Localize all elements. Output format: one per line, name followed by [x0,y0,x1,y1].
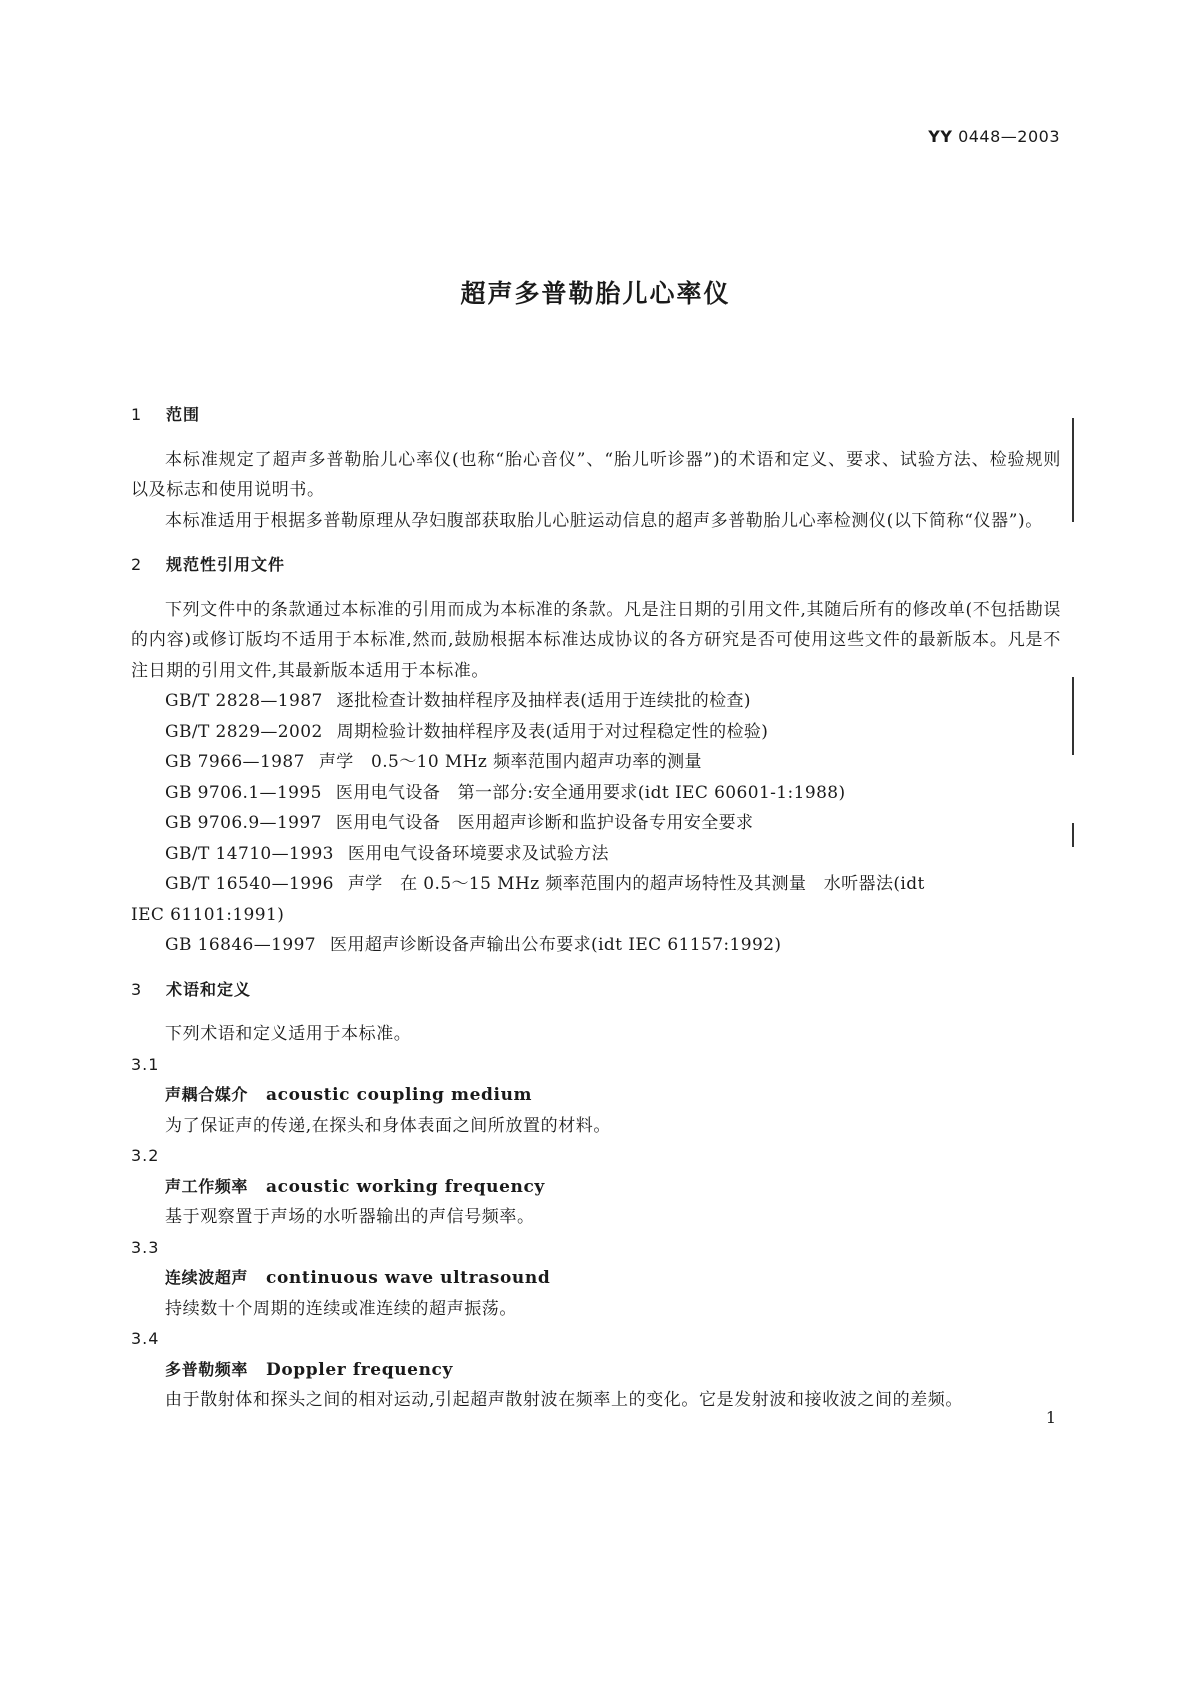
document-body [131,400,1061,1416]
reference-continuation: IEC 61101:1991) [131,904,285,925]
reference-code: GB 16846—1997 [165,935,317,955]
standard-prefix: YY [928,127,953,146]
document-title: 超声多普勒胎儿心率仪 [460,279,731,308]
reference-item [131,747,1061,778]
term-number: 3.3 [131,1237,160,1257]
term-definition: 基于观察置于声场的水听器输出的声信号频率。 [165,1207,535,1227]
reference-item [131,869,1061,900]
term-number: 3.1 [131,1054,160,1074]
reference-code: GB 9706.1—1995 [165,782,322,803]
revision-change-bar [1072,823,1074,847]
term-chinese: 多普勒频率 [165,1359,249,1379]
reference-item [131,839,1061,870]
terms-intro: 下列术语和定义适用于本标准。 [165,1024,412,1044]
section-2-heading [131,550,1061,581]
revision-change-bar [1072,418,1074,522]
term-english: continuous wave ultrasound [266,1268,551,1288]
term-definition: 为了保证声的传递,在探头和身体表面之间所放置的材料。 [165,1115,612,1136]
section-number: 1 [131,405,143,424]
reference-item [131,717,1061,748]
reference-title: 医用超声诊断设备声输出公布要求(idt IEC 61157:1992) [330,935,782,955]
scope-paragraph-2: 本标准适用于根据多普勒原理从孕妇腹部获取胎儿心脏运动信息的超声多普勒胎儿心率检测仪(以下简称“仪器”)。 [165,510,1043,531]
term-definition: 由于散射体和探头之间的相对运动,引起超声散射波在频率上的变化。它是发射波和接收波之间的差频。 [165,1390,964,1410]
reference-title: 逐批检查计数抽样程序及抽样表(适用于连续批的检查) [336,691,751,711]
reference-title: 医用电气设备环境要求及试验方法 [347,843,609,864]
section-title: 范围 [166,405,201,424]
section-title: 术语和定义 [166,979,252,999]
revision-change-bar [1072,677,1074,755]
reference-item [131,686,1061,717]
reference-title: 医用电气设备 第一部分:安全通用要求(idt IEC 60601-1:1988) [335,782,846,803]
reference-item [131,808,1061,839]
scope-paragraph-1: 本标准规定了超声多普勒胎儿心率仪(也称“胎心音仪”、“胎儿听诊器”)的术语和定义、要求、试验方法、检验规则以及标志和使用说明书。 [131,449,1061,500]
reference-code: GB/T 16540—1996 [165,874,334,894]
section-number: 3 [131,979,143,999]
section-number: 2 [131,555,143,574]
term-definition: 持续数十个周期的连续或准连续的超声振荡。 [165,1298,517,1319]
term-english: Doppler frequency [266,1359,453,1380]
term-english: acoustic coupling medium [266,1085,533,1105]
reference-code: GB/T 2828—1987 [165,691,323,711]
standard-number [928,127,1060,146]
reference-item [131,930,1061,961]
reference-code: GB 7966—1987 [165,752,305,772]
term-title [131,1355,1061,1386]
reference-code: GB/T 2829—2002 [165,721,323,742]
reference-code: GB 9706.9—1997 [165,813,322,833]
term-chinese: 声耦合媒介 [165,1085,249,1104]
page-number: 1 [1045,1408,1056,1427]
reference-item [131,778,1061,809]
section-3-heading [131,975,1061,1006]
term-title [131,1080,1061,1111]
term-title [131,1263,1061,1294]
term-chinese: 连续波超声 [165,1268,249,1287]
reference-title: 声学 在 0.5～15 MHz 频率范围内的超声场特性及其测量 水听器法(idt [347,874,925,894]
term-english: acoustic working frequency [266,1176,545,1197]
reference-title: 声学 0.5～10 MHz 频率范围内超声功率的测量 [318,752,702,772]
term-number: 3.4 [131,1329,160,1348]
term-number: 3.2 [131,1146,160,1165]
section-1-heading [131,400,1061,431]
reference-code: GB/T 14710—1993 [165,843,334,864]
term-title [131,1172,1061,1203]
term-chinese: 声工作频率 [165,1176,249,1196]
section-title: 规范性引用文件 [166,555,286,574]
standard-code: 0448—2003 [958,127,1060,146]
reference-title: 周期检验计数抽样程序及表(适用于对过程稳定性的检验) [336,721,769,742]
references-intro: 下列文件中的条款通过本标准的引用而成为本标准的条款。凡是注日期的引用文件,其随后所有的修改单(不包括勘误的内容)或修订版均不适用于本标准,然而,鼓励根据本标准达成协议的各方研究是否可使用这些文件的最新版本。凡是不注日期的引用文件,其最新版本适用于本标准。 [131,599,1061,681]
reference-title: 医用电气设备 医用超声诊断和监护设备专用安全要求 [335,813,754,833]
